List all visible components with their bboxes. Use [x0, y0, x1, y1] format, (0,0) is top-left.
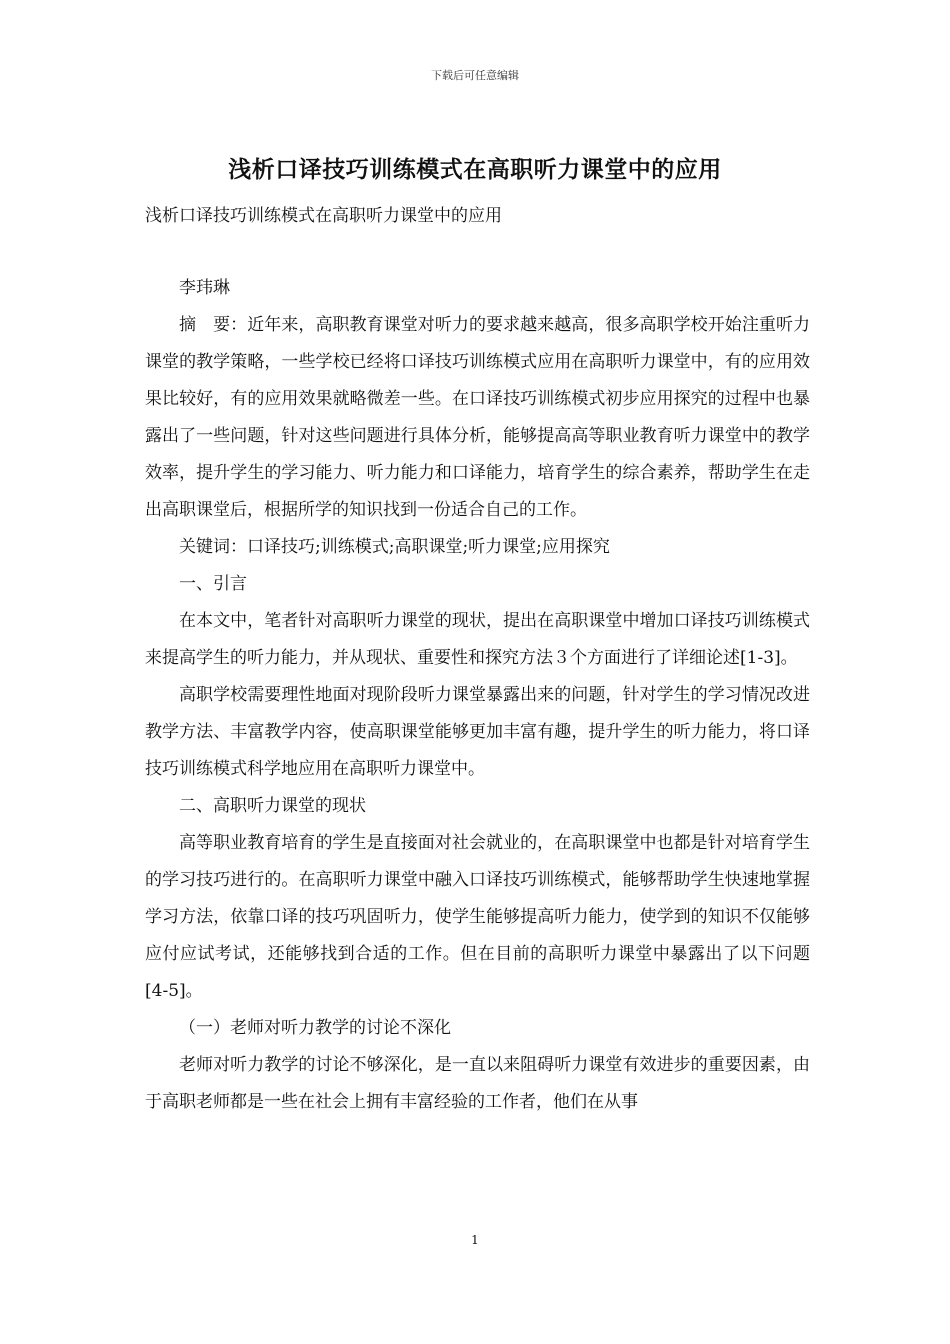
section-heading-status: 二、高职听力课堂的现状 [179, 796, 366, 816]
author-name: 李玮琳 [179, 278, 230, 298]
subsection-heading: （一）老师对听力教学的讨论不深化 [179, 1018, 451, 1038]
page-number: 1 [471, 1233, 479, 1247]
body-paragraph: 在本文中，笔者针对高职听力课堂的现状，提出在高职课堂中增加口译技巧训练模式来提高学生的听力能力，并从现状、重要性和探究方法３个方面进行了详细论述[1-3]。 [145, 611, 810, 668]
section-heading-intro: 一、引言 [179, 574, 247, 594]
document-title: 浅析口译技巧训练模式在高职听力课堂中的应用 [228, 156, 722, 183]
body-paragraph: 高等职业教育培育的学生是直接面对社会就业的，在高职课堂中也都是针对培育学生的学习技巧进行的。在高职听力课堂中融入口译技巧训练模式，能够帮助学生快速地掌握学习方法，依靠口译的技巧巩固听力，使学生能够提高听力能力，使学到的知识不仅能够应付应试考试，还能够找到合适的工作。但在目前的高职听力课堂中暴露出了以下问题[4-5]。 [145, 833, 810, 1001]
keywords-paragraph: 关键词：口译技巧;训练模式;高职课堂;听力课堂;应用探究 [179, 537, 610, 557]
body-paragraph: 老师对听力教学的讨论不够深化，是一直以来阻碍听力课堂有效进步的重要因素，由于高职老师都是一些在社会上拥有丰富经验的工作者，他们在从事 [145, 1055, 810, 1112]
abstract-paragraph: 摘 要：近年来，高职教育课堂对听力的要求越来越高，很多高职学校开始注重听力课堂的教学策略，一些学校已经将口译技巧训练模式应用在高职听力课堂中，有的应用效果比较好，有的应用效果就略微差一些。在口译技巧训练模式初步应用探究的过程中也暴露出了一些问题，针对这些问题进行具体分析，能够提高高等职业教育听力课堂中的教学效率，提升学生的学习能力、听力能力和口译能力，培育学生的综合素养，帮助学生在走出高职课堂后，根据所学的知识找到一份适合自己的工作。 [145, 315, 810, 520]
document-subtitle: 浅析口译技巧训练模式在高职听力课堂中的应用 [145, 206, 502, 226]
body-paragraph: 高职学校需要理性地面对现阶段听力课堂暴露出来的问题，针对学生的学习情况改进教学方法、丰富教学内容，使高职课堂能够更加丰富有趣，提升学生的听力能力，将口译技巧训练模式科学地应用在高职听力课堂中。 [145, 685, 810, 779]
header-note: 下载后可任意编辑 [431, 69, 519, 82]
document-body [145, 270, 810, 1121]
